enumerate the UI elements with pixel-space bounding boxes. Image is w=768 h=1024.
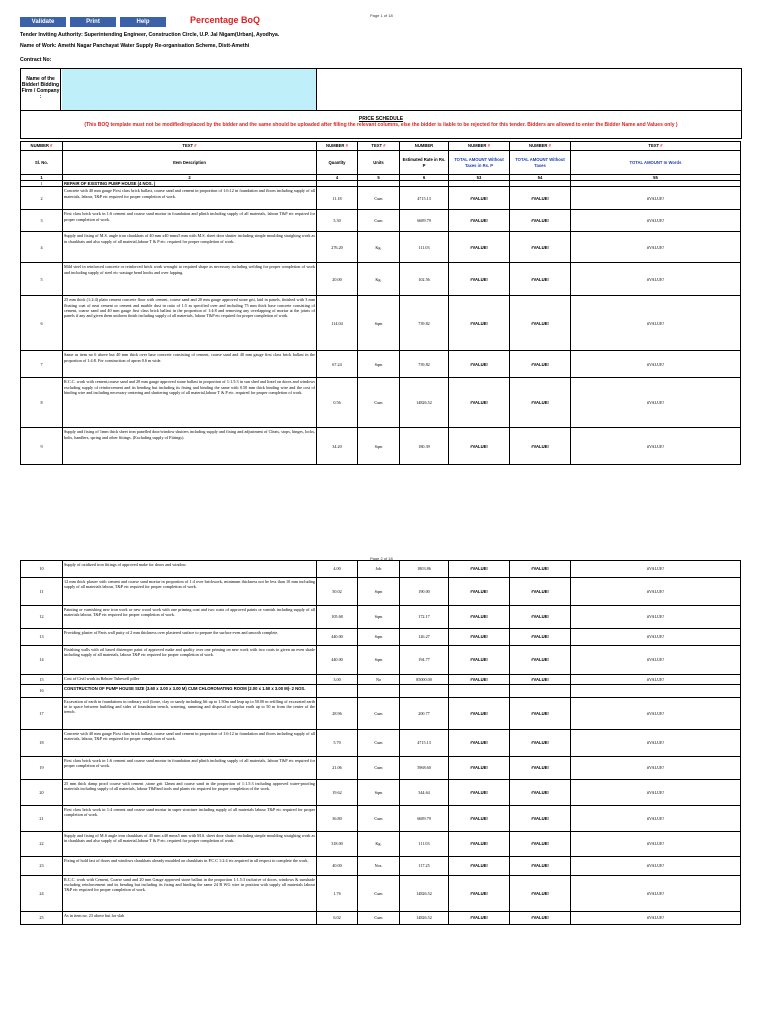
row-description: First class brick work in 1:6 cement and coarse sand mortar in foundation and plinth including supply of all materials, labour T&P etc required for proper completion of work. [63, 757, 317, 780]
table-row [21, 780, 741, 806]
row-units: Sqm [358, 629, 400, 646]
row-total-amount: #VALUE! [449, 876, 510, 912]
row-total-amount-2: #VALUE! [510, 428, 571, 465]
row-description: Same as item no 6 above but 40 mm thick over base concrete consisting of cement, coarse sand and 40 mm gauge first class brick ballast in the proportion of 1:4:8. For construction of apron 0.6 m wide. [63, 351, 317, 378]
row-description: Providing plaster of Paris wall putty of 2 mm thickness over plastered surface to prepare the surface even and smooth complete. [63, 629, 317, 646]
row-total-amount: #VALUE! [449, 832, 510, 857]
table-row [21, 757, 741, 780]
row-total-amount-2: #VALUE! [510, 351, 571, 378]
row-sl-no: 9 [21, 428, 63, 465]
row-total-amount-2 [510, 685, 571, 698]
row-amount-in-words: #VALUE! [571, 263, 741, 296]
row-rate: 739.82 [400, 296, 449, 351]
row-total-amount-2: #VALUE! [510, 675, 571, 685]
row-description: R.C.C. work with cement,coarse sand and 20 mm gauge approved stone ballast in proportion of 1:1.5:3 in sun shed and lintel on doors and windows excluding supply of reinforcement and its bending but including its fixing and binding the same with 0.50 mm thick binding wire and the cost of binding wire and including necessary centering and shuttering supply of all material,labour T & P etc. required for proper completion of work. [63, 378, 317, 428]
column-type-mark: # [547, 143, 551, 149]
row-units: Sqm [358, 296, 400, 351]
row-total-amount: #VALUE! [449, 210, 510, 232]
row-description: Mild steel in reinforced concrete or reinforced brick work wrought to required shape as necessary including welding for proper completion of work and including supply of steel etc wastage bend hooks and over lapping. [63, 263, 317, 296]
row-rate: 172.17 [400, 606, 449, 629]
row-rate: 200.77 [400, 698, 449, 730]
row-units: Cum [358, 378, 400, 428]
row-amount-in-words: #VALUE! [571, 232, 741, 263]
row-quantity: 276.20 [317, 232, 358, 263]
row-description: Supply and fixing of 1mm thick sheet iron panelled door/window shutters including supply and fixing and adjustment of Cleats, stops, hinges, locks, bolts, handlers, spring and other fittings. (Excluding supply of Fittings). [63, 428, 317, 465]
row-sl-no: 21 [21, 806, 63, 832]
row-sl-no: 22 [21, 832, 63, 857]
table-row [21, 187, 741, 210]
price-schedule-note: (This BOQ template must not be modified/replaced by the bidder and the same should be uploaded after filling the relevant columns, else the bidder is liable to be rejected for this tender. Bidders are allowed to enter the Bidder Name and Values only ) [84, 122, 678, 128]
row-total-amount-2: #VALUE! [510, 698, 571, 730]
row-quantity: 440.00 [317, 629, 358, 646]
column-number: 4 [317, 175, 358, 181]
row-total-amount-2: #VALUE! [510, 187, 571, 210]
row-total-amount: #VALUE! [449, 698, 510, 730]
header-total-amount-2: TOTAL AMOUNT Without Taxes [510, 151, 571, 175]
row-sl-no: 12 [21, 606, 63, 629]
row-rate: 5968.60 [400, 757, 449, 780]
column-number: 55 [571, 175, 741, 181]
section-sl-no: 1 [21, 181, 63, 187]
row-units: Cum [358, 698, 400, 730]
row-total-amount-2: #VALUE! [510, 806, 571, 832]
row-rate: 190.00 [400, 578, 449, 606]
table-row [21, 698, 741, 730]
row-total-amount: #VALUE! [449, 578, 510, 606]
row-total-amount: #VALUE! [449, 263, 510, 296]
row-total-amount: #VALUE! [449, 629, 510, 646]
row-description: Finishing walls with oil based distemper paint of approved make and quality over one priming on new work with two coats to given an even shade including supply of all materials, labour T&P etc required for proper completion of work. [63, 646, 317, 675]
row-rate: 180.39 [400, 428, 449, 465]
row-units: Cum [358, 210, 400, 232]
row-sl-no: 15 [21, 675, 63, 685]
row-total-amount: #VALUE! [449, 780, 510, 806]
row-units: Job [358, 561, 400, 578]
column-type-cell [400, 142, 449, 151]
row-amount-in-words: #VALUE! [571, 561, 741, 578]
row-amount-in-words: #VALUE! [571, 187, 741, 210]
column-header-row [21, 151, 741, 175]
row-quantity: 4.00 [317, 561, 358, 578]
row-description: R.C.C. work with Cement, Coarse sand and 20 mm Gauge approved stone ballast in the proportion 1:1.5:3 inclusive of doors, windows & sunshade excluding reinforcement and its bending but including its fixing and binding the same 24 B WG wire in position with supply all materials labour T&P etc required for proper completion of work. [63, 876, 317, 912]
row-description: Supply and fixing of M.S angle iron chaukhats of 40 mm x40 mmx5 mm with M.S. sheet door shutter including simple moulding straighing work as in chaukhats and also supply of all material,labour T & P etc. required for proper completion of work. [63, 832, 317, 857]
row-total-amount: #VALUE! [449, 561, 510, 578]
row-description: Painting or varnishing new iron work or new wood work with one priming coat and two coats of approved paints or varnish including supply of all materials labour, T&P etc required for proper completion of work. [63, 606, 317, 629]
column-type-cell [358, 142, 400, 151]
row-total-amount: #VALUE! [449, 351, 510, 378]
row-total-amount-2: #VALUE! [510, 757, 571, 780]
row-description: Supply and fixing of M.S. angle iron chaukhats of 40 mm x40 mmx5 mm with M.S. sheet door shutter including simple moulding straighing work as in chaukhats and also supply of all material,labour T & P etc. required for proper completion of work. [63, 232, 317, 263]
row-units: Cum [358, 757, 400, 780]
row-sl-no: 16 [21, 685, 63, 698]
row-units [358, 685, 400, 698]
row-rate: 194.77 [400, 646, 449, 675]
row-description: First class brick work in 1:4 cement and coarse sand mortar in super structure including supply of all materials labour T&P etc required for proper completion of work. [63, 806, 317, 832]
row-description: As in item no. 23 above but for slab [63, 912, 317, 925]
row-amount-in-words: #VALUE! [571, 428, 741, 465]
row-total-amount-2: #VALUE! [510, 832, 571, 857]
column-type-mark: # [48, 143, 53, 149]
row-amount-in-words: #VALUE! [571, 296, 741, 351]
help-button[interactable]: Help [120, 17, 166, 27]
row-total-amount: #VALUE! [449, 806, 510, 832]
table-row [21, 378, 741, 428]
row-rate: 14826.52 [400, 378, 449, 428]
table-row [21, 296, 741, 351]
row-sl-no: 8 [21, 378, 63, 428]
row-amount-in-words [571, 685, 741, 698]
column-type-mark: # [193, 143, 197, 149]
row-quantity: 114.04 [317, 296, 358, 351]
row-total-amount-2: #VALUE! [510, 876, 571, 912]
row-description: Excavation of earth in foundations in ordinary soil (loose, clay or sandy including lift up to 1.50m and leap up to 50.00 m refilling of excavated earth in to space between building and sides of foundation trench, watering, ramming and disposal of surplus earth up to 50 m from the center of the trench. [63, 698, 317, 730]
header-amount-in-words: TOTAL AMOUNT In Words [571, 151, 741, 175]
row-units: Cum [358, 187, 400, 210]
row-amount-in-words: #VALUE! [571, 757, 741, 780]
row-amount-in-words: #VALUE! [571, 210, 741, 232]
row-rate: 6689.79 [400, 210, 449, 232]
toolbar [20, 17, 760, 29]
table-row [21, 646, 741, 675]
row-amount-in-words: #VALUE! [571, 675, 741, 685]
row-sl-no: 19 [21, 757, 63, 780]
column-type-mark: # [486, 143, 490, 149]
row-sl-no: 25 [21, 912, 63, 925]
print-button[interactable]: Print [70, 17, 116, 27]
row-rate [400, 685, 449, 698]
page-break [0, 528, 768, 558]
column-number: 5 [358, 175, 400, 181]
column-type-mark: # [382, 143, 386, 149]
row-rate: 4715.13 [400, 187, 449, 210]
column-type-cell [449, 142, 510, 151]
row-amount-in-words: #VALUE! [571, 912, 741, 925]
row-total-amount: #VALUE! [449, 187, 510, 210]
row-rate: 4715.13 [400, 730, 449, 757]
validate-button[interactable]: Validate [20, 17, 66, 27]
row-units: Kg. [358, 232, 400, 263]
column-type-mark: # [344, 143, 348, 149]
column-number: 1 [21, 175, 63, 181]
row-total-amount-2: #VALUE! [510, 263, 571, 296]
header-total-amount: TOTAL AMOUNT Without Taxes in Rs. P [449, 151, 510, 175]
row-units: Sqm [358, 578, 400, 606]
table-row [21, 561, 741, 578]
row-description: Concrete with 40 mm gauge First class brick ballast, coarse sand and cement in proportion of 1:6:12 in foundation and floors including supply of all materials, labour, T&P etc required for proper completion of work. [63, 187, 317, 210]
header-estimated-rate: Estimated Rate in Rs. P [400, 151, 449, 175]
row-sl-no: 10 [21, 561, 63, 578]
row-total-amount-2: #VALUE! [510, 578, 571, 606]
row-total-amount: #VALUE! [449, 730, 510, 757]
bidder-box [20, 68, 742, 111]
row-quantity: 40.00 [317, 857, 358, 876]
row-description: Cost of Civil work in Reboer Tubewell piller [63, 675, 317, 685]
row-total-amount: #VALUE! [449, 857, 510, 876]
row-rate: 102.56 [400, 263, 449, 296]
boq-table-page1 [20, 141, 741, 465]
table-row [21, 210, 741, 232]
row-rate: 85000.00 [400, 675, 449, 685]
column-type-label: TEXT [371, 143, 383, 149]
column-type-label: NUMBER [414, 143, 434, 149]
row-quantity: 0.56 [317, 378, 358, 428]
column-number: 6 [400, 175, 449, 181]
row-total-amount-2: #VALUE! [510, 857, 571, 876]
table-row [21, 263, 741, 296]
table-row [21, 629, 741, 646]
row-sl-no: 11 [21, 578, 63, 606]
column-type-mark: # [659, 143, 663, 149]
row-total-amount-2: #VALUE! [510, 646, 571, 675]
row-amount-in-words: #VALUE! [571, 378, 741, 428]
row-quantity: 6.02 [317, 912, 358, 925]
table-row [21, 351, 741, 378]
row-total-amount: #VALUE! [449, 428, 510, 465]
row-sl-no: 17 [21, 698, 63, 730]
column-type-cell [510, 142, 571, 151]
row-quantity: 5.70 [317, 730, 358, 757]
row-description: Supply of oxidized iron fittings of approved make for doors and window. [63, 561, 317, 578]
column-type-label: TEXT [182, 143, 194, 149]
row-quantity: 318.00 [317, 832, 358, 857]
row-total-amount: #VALUE! [449, 606, 510, 629]
row-amount-in-words: #VALUE! [571, 629, 741, 646]
row-sl-no: 24 [21, 876, 63, 912]
column-number: 53 [449, 175, 510, 181]
row-sl-no: 2 [21, 187, 63, 210]
column-type-label: NUMBER [326, 143, 345, 149]
work-name: Name of Work: Amethi Nagar Panchayat Water Supply Re-organisation Scheme, Distt-Amethi [20, 43, 250, 49]
row-amount-in-words: #VALUE! [571, 876, 741, 912]
row-amount-in-words: #VALUE! [571, 606, 741, 629]
row-amount-in-words: #VALUE! [571, 730, 741, 757]
row-quantity [317, 685, 358, 698]
row-units: Nos. [358, 857, 400, 876]
row-total-amount: #VALUE! [449, 912, 510, 925]
row-total-amount-2: #VALUE! [510, 296, 571, 351]
table-row [21, 685, 741, 698]
row-total-amount-2: #VALUE! [510, 561, 571, 578]
row-rate: 344.64 [400, 780, 449, 806]
header-quantity: Quantity [317, 151, 358, 175]
row-total-amount: #VALUE! [449, 675, 510, 685]
row-sl-no: 6 [21, 296, 63, 351]
row-total-amount-2: #VALUE! [510, 730, 571, 757]
row-description: 25 mm thick damp proof course with cement ,stone grit 12mm and coarse sand in the proportion of 1:1.5:3 including approved water-proofing materials including supply of all materials, labour T&Pand tools and plants etc required for proper completion of the work. [63, 780, 317, 806]
row-units: Cum [358, 730, 400, 757]
column-type-cell [63, 142, 317, 151]
table-row [21, 806, 741, 832]
row-units: Sqm [358, 646, 400, 675]
row-total-amount-2: #VALUE! [510, 210, 571, 232]
page-title: Percentage BoQ [190, 15, 261, 25]
table-row [21, 876, 741, 912]
row-quantity: 5.30 [317, 210, 358, 232]
row-total-amount-2: #VALUE! [510, 232, 571, 263]
row-quantity: 3.00 [317, 675, 358, 685]
row-rate: 111.03 [400, 832, 449, 857]
tender-authority: Tender Inviting Authority: Superintending Engineer, Construction Circle, U.P. Jal Nigam(Urban), Ayodhya. [20, 32, 280, 38]
row-rate: 14826.52 [400, 876, 449, 912]
row-description: 12 mm thick plaster with cement and coarse sand mortar in proportion of 1:4 over brickwork, minimum thickness not be less than 10 mm including supply of all materials labour, T&P etc required for proper completion of work. [63, 578, 317, 606]
section-title: REPAIR OF EXISTING PUMP HOUSE (4 NOS. ) [63, 181, 317, 187]
column-type-label: NUMBER [529, 143, 548, 149]
price-schedule-heading: PRICE SCHEDULE [358, 116, 404, 122]
bidder-name-input[interactable] [62, 69, 317, 110]
row-units: Kg. [358, 263, 400, 296]
row-quantity: 1.76 [317, 876, 358, 912]
row-sl-no: 14 [21, 646, 63, 675]
row-description: First class brick work in 1:6 cement and coarse sand mortar in foundation and plinth including supply of all materials, labour T&P etc required for proper completion of work. [63, 210, 317, 232]
row-total-amount: #VALUE! [449, 232, 510, 263]
row-total-amount: #VALUE! [449, 757, 510, 780]
row-sl-no: 7 [21, 351, 63, 378]
row-sl-no: 13 [21, 629, 63, 646]
row-total-amount: #VALUE! [449, 378, 510, 428]
row-rate: 6689.79 [400, 806, 449, 832]
table-row [21, 606, 741, 629]
row-quantity: 19.62 [317, 780, 358, 806]
row-quantity: 20.00 [317, 263, 358, 296]
row-sl-no: 3 [21, 210, 63, 232]
row-total-amount-2: #VALUE! [510, 606, 571, 629]
header-sl-no: Sl. No. [21, 151, 63, 175]
column-number: 2 [63, 175, 317, 181]
row-quantity: 36.80 [317, 806, 358, 832]
row-quantity: 34.20 [317, 428, 358, 465]
row-quantity: 28.96 [317, 698, 358, 730]
column-type-label: TEXT [648, 143, 660, 149]
row-total-amount-2: #VALUE! [510, 780, 571, 806]
row-amount-in-words: #VALUE! [571, 857, 741, 876]
table-row [21, 578, 741, 606]
price-schedule [20, 110, 742, 139]
row-rate: 739.82 [400, 351, 449, 378]
row-amount-in-words: #VALUE! [571, 698, 741, 730]
row-rate: 14826.52 [400, 912, 449, 925]
row-total-amount: #VALUE! [449, 646, 510, 675]
row-rate: 117.25 [400, 857, 449, 876]
row-sl-no: 20 [21, 780, 63, 806]
header-item-description: Item Description [63, 151, 317, 175]
row-total-amount [449, 685, 510, 698]
row-units: Cum [358, 912, 400, 925]
table-row [21, 857, 741, 876]
column-type-row [21, 142, 741, 151]
contract-no: Contract No: [20, 57, 52, 63]
row-units: Cum [358, 806, 400, 832]
row-amount-in-words: #VALUE! [571, 780, 741, 806]
row-description: CONSTRUCTION OF PUMP HOUSE SIZE (3.60 x 3.00 x 3.00 M) CUM CHLORONATING ROOM (2.00 x 1.50 x 3.00 M)- 2 NOS. [63, 685, 317, 698]
row-sl-no: 23 [21, 857, 63, 876]
column-type-cell [571, 142, 741, 151]
row-amount-in-words: #VALUE! [571, 351, 741, 378]
row-units: Kg. [358, 832, 400, 857]
table-row [21, 912, 741, 925]
row-description: 25 mm thick (1:2:4) plain cement concrete floor with cement, coarse sand and 20 mm gauge approved stone grit, laid in panels, finished with 3 mm floating coat of neat cement or cement and marble dust in ratio of 1:5 as specified over and including 75 mm thick base concrete consisting of cement, coarse sand and 40 mm gauge first class brick ballast in the proportion of 1:4:8 and removing any overlapping of mortar at the joints of panels if any and given them uniform finish including supply of all materials, labour T&P etc required for proper completion of work. [63, 296, 317, 351]
row-description: Fixing of hold fast of doors and windows chaukhats already moulded on chaukhats in P.C.C 1:2:4 etc.required in all respect to complete the work. [63, 857, 317, 876]
row-amount-in-words: #VALUE! [571, 646, 741, 675]
row-total-amount-2: #VALUE! [510, 629, 571, 646]
page-number-2: Page 2 of 18 [370, 556, 393, 561]
row-quantity: 440.00 [317, 646, 358, 675]
row-units: No [358, 675, 400, 685]
table-row [21, 675, 741, 685]
row-units: Sqm [358, 780, 400, 806]
row-total-amount: #VALUE! [449, 296, 510, 351]
row-quantity: 11.18 [317, 187, 358, 210]
column-type-label: NUMBER [30, 143, 49, 149]
row-rate: 111.03 [400, 232, 449, 263]
column-type-cell [317, 142, 358, 151]
row-sl-no: 18 [21, 730, 63, 757]
row-quantity: 67.24 [317, 351, 358, 378]
table-row [21, 730, 741, 757]
row-sl-no: 5 [21, 263, 63, 296]
row-amount-in-words: #VALUE! [571, 578, 741, 606]
column-type-cell [21, 142, 63, 151]
column-number: 54 [510, 175, 571, 181]
header-units: Units [358, 151, 400, 175]
column-type-label: NUMBER [468, 143, 487, 149]
row-total-amount-2: #VALUE! [510, 378, 571, 428]
row-quantity: 50.02 [317, 578, 358, 606]
row-rate: 126.27 [400, 629, 449, 646]
row-units: Cum [358, 876, 400, 912]
bidder-label: Name of the Bidder/ Bidding Firm / Company : [21, 69, 61, 110]
row-total-amount-2: #VALUE! [510, 912, 571, 925]
table-row [21, 428, 741, 465]
row-sl-no: 4 [21, 232, 63, 263]
row-rate: 1803.86 [400, 561, 449, 578]
row-quantity: 21.06 [317, 757, 358, 780]
row-amount-in-words: #VALUE! [571, 832, 741, 857]
table-row [21, 232, 741, 263]
row-units: Sqm [358, 606, 400, 629]
row-quantity: 105.68 [317, 606, 358, 629]
table-row [21, 832, 741, 857]
row-units: Sqm [358, 428, 400, 465]
row-amount-in-words: #VALUE! [571, 806, 741, 832]
row-description: Concrete with 40 mm gauge First class brick ballast, coarse sand and cement in proportion of 1:6:12 in foundation and floors including supply of all materials, labour, T&P etc required for proper completion of work. [63, 730, 317, 757]
page-number: Page 1 of 18 [370, 13, 393, 18]
boq-table-page2 [20, 560, 741, 925]
row-units: Sqm [358, 351, 400, 378]
